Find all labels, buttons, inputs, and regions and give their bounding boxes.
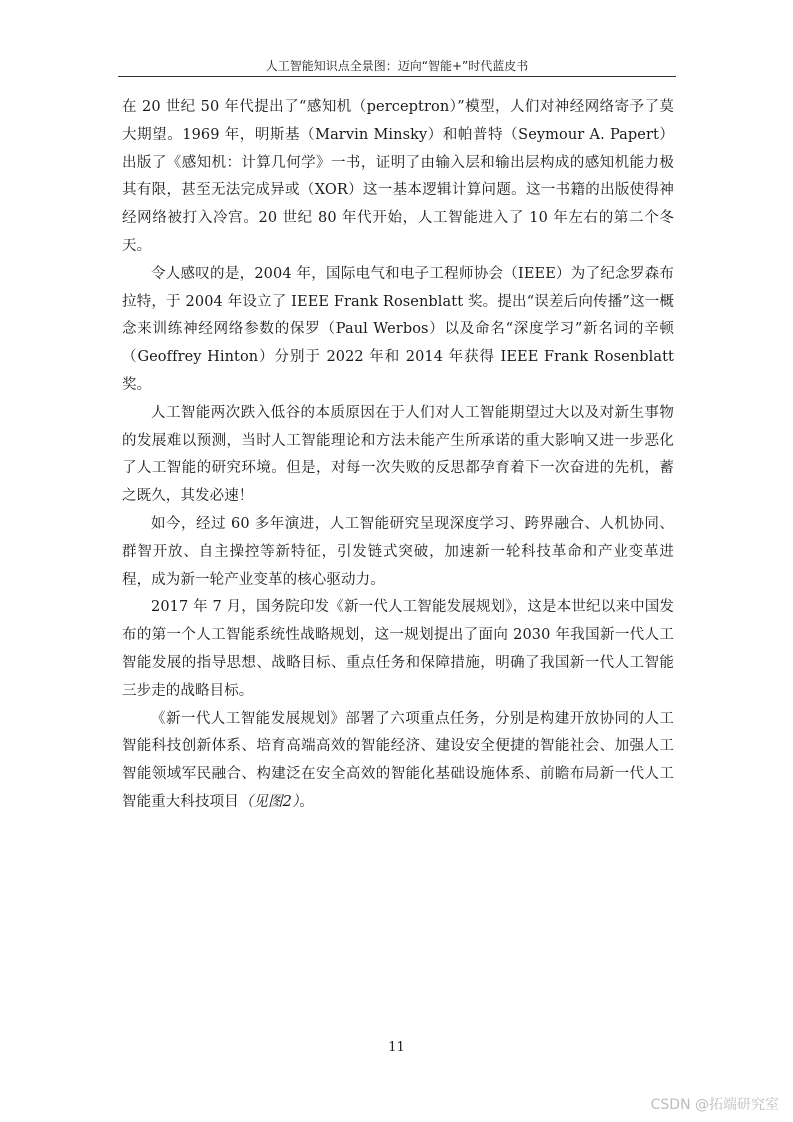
- paragraph-ai-today: 如今，经过 60 多年演进，人工智能研究呈现深度学习、跨界融合、人机协同、群智开放、自主操控等新特征，引发链式突破，加速新一轮科技革命和产业变革进程，成为新一轮产业变革的核心驱动力。: [122, 515, 674, 588]
- paragraph-2017-plan: 2017 年 7 月，国务院印发《新一代人工智能发展规划》，这是本世纪以来中国发布的第一个人工智能系统性战略规划，这一规划提出了面向 2030 年我国新一代人工智能发展的指导思想、战略目标、重点任务和保障措施，明确了我国新一代人工智能三步走的战略目标。: [122, 599, 674, 699]
- watermark: CSDN @拓端研究室: [650, 1097, 779, 1113]
- paragraph-ai-winters: 人工智能两次跌入低谷的本质原因在于人们对人工智能期望过大以及对新生事物的发展难以预测，当时人工智能理论和方法未能产生所承诺的重大影响又进一步恶化了人工智能的研究环境。但是，对每一次失败的反思都孕育着下一次奋进的先机，蓄之既久，其发必速！: [122, 404, 674, 505]
- paragraph-perceptron: 在 20 世纪 50 年代提出了“感知机（perceptron）”模型，人们对神经网络寄予了莫大期望。1969 年，明斯基（Marvin Minsky）和帕普特（Seymour A. Papert）出版了《感知机：计算几何学》一书，证明了由输入层和输出层构成的感知机能力极其有限，甚至无法完成异或（XOR）这一基本逻辑计算问题。这一书籍的出版使得神经网络被打入冷宫。20 世纪 80 年代开始，人工智能进入了 10 年左右的第二个冬天。: [122, 99, 674, 254]
- header-rule: [118, 76, 676, 77]
- body-text: [122, 94, 674, 817]
- paragraph-six-tasks-text: 《新一代人工智能发展规划》部署了六项重点任务，分别是构建开放协同的人工智能科技创新体系、培育高端高效的智能经济、建设安全便捷的智能社会、加强人工智能领域军民融合、构建泛在安全高效的智能化基础设施体系、前瞻布局新一代人工智能重大科技项目: [122, 710, 674, 810]
- paragraph-six-tasks: [122, 706, 674, 817]
- running-header: 人工智能知识点全景图：迈向“智能+”时代蓝皮书: [265, 59, 529, 73]
- page-number: 11: [388, 1040, 405, 1055]
- paragraph-six-tasks-tail: 。: [299, 793, 314, 810]
- paragraph-ieee-award: 令人感叹的是，2004 年，国际电气和电子工程师协会（IEEE）为了纪念罗森布拉特，于 2004 年设立了 IEEE Frank Rosenblatt 奖。提出“误差后向传播”这一概念来训练神经网络参数的保罗（Paul Werbos）以及命名“深度学习”新名词的辛顿（Geoffrey Hinton）分别于 2022 年和 2014 年获得 IEEE Frank Rosenblatt 奖。: [122, 265, 674, 393]
- figure-reference-link[interactable]: （见图2）: [238, 793, 300, 810]
